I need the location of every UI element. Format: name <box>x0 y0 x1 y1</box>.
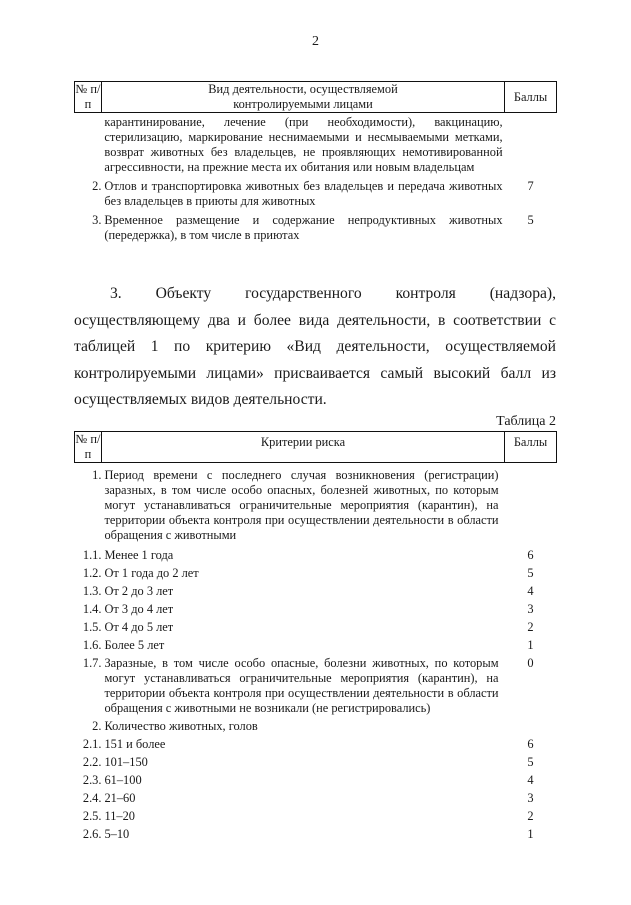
table-row <box>75 824 557 842</box>
table-row <box>75 653 557 716</box>
row-points: 6 <box>527 548 534 562</box>
table-row <box>75 788 557 806</box>
row-points: 2 <box>527 809 534 823</box>
row-points: 0 <box>527 656 534 670</box>
row-number: 1.1. <box>82 548 102 562</box>
row-text: 61–100 <box>104 773 142 787</box>
row-points <box>505 463 557 546</box>
row-points: 4 <box>527 584 534 598</box>
row-text: Менее 1 года <box>104 548 174 562</box>
table-row <box>75 581 557 599</box>
row-number: 1. <box>92 468 102 482</box>
row-text: Количество животных, голов <box>104 719 258 733</box>
row-text: 5–10 <box>104 827 130 841</box>
row-points: 3 <box>527 791 534 805</box>
row-points: 1 <box>527 638 534 652</box>
row-number: 2.4. <box>82 791 102 805</box>
row-text: Более 5 лет <box>104 638 165 652</box>
table1-header-num: № п/п <box>75 82 101 111</box>
row-number: 1.5. <box>82 620 102 634</box>
row-text: Период времени с последнего случая возникновения (регистрации) заразных, в том числе особо опасных, болезней животных, по которым могут устанавливаться ограничительные мероприятия (карантин), на территории объекта контроля при осуществлении деятельности в области обращения с животными <box>104 468 499 542</box>
table-row <box>75 635 557 653</box>
row-points: 3 <box>527 602 534 616</box>
table2-header-criteria: Критерии риска <box>101 432 504 463</box>
row-number: 2.3. <box>82 773 102 787</box>
paragraph-3: 3. Объекту государственного контроля (надзора), осуществляющему два и более вида деятельности, в соответствии с таблицей 1 по критерию «Вид деятельности, осуществляемой контролируемыми лицами» присваивается самый высокий балл из осуществляемых видов деятельности. <box>74 285 556 408</box>
row-text: 11–20 <box>104 809 135 823</box>
table2-header-points: Баллы <box>505 432 557 463</box>
row-number: 1.2. <box>82 566 102 580</box>
row-text: 21–60 <box>104 791 136 805</box>
row-number: 2.2. <box>82 755 102 769</box>
row-text: От 3 до 4 лет <box>104 602 174 616</box>
row-points: 2 <box>527 620 534 634</box>
row-points: 7 <box>527 179 534 193</box>
table-row <box>75 175 557 209</box>
table-row <box>75 734 557 752</box>
row-number <box>75 113 102 176</box>
row-number: 1.3. <box>82 584 102 598</box>
table2-caption: Таблица 2 <box>496 414 556 429</box>
row-number: 1.7. <box>82 656 102 670</box>
row-points <box>505 113 557 176</box>
row-points: 5 <box>527 755 534 769</box>
row-points: 5 <box>527 566 534 580</box>
table-row <box>75 716 557 734</box>
row-text: От 1 года до 2 лет <box>104 566 199 580</box>
row-text: Заразные, в том числе особо опасные, болезни животных, по которым могут устанавливаться ограничительные мероприятия (карантин), на территории объекта контроля при осуществлении деятельности в области обращения с животными не возникали (не регистрировались) <box>104 656 499 715</box>
row-number: 2.1. <box>82 737 102 751</box>
table-row <box>75 209 557 243</box>
table1-header-activity: Вид деятельности, осуществляемой контролируемыми лицами <box>101 82 504 113</box>
row-number: 2. <box>92 719 102 733</box>
row-text: Отлов и транспортировка животных без владельцев и передача животных без владельцев в приюты для животных <box>104 179 503 208</box>
row-text: 151 и более <box>104 737 166 751</box>
row-points: 4 <box>527 773 534 787</box>
table-row <box>75 752 557 770</box>
risk-criteria-table <box>74 431 557 842</box>
page-number: 2 <box>312 34 319 49</box>
row-text: От 2 до 3 лет <box>104 584 174 598</box>
table-row <box>75 545 557 563</box>
row-number: 2.6. <box>82 827 102 841</box>
row-points: 1 <box>527 827 534 841</box>
table-row <box>75 463 557 546</box>
table1-header-points: Баллы <box>505 82 557 113</box>
table2-header-num: № п/п <box>75 432 101 461</box>
table-row <box>75 617 557 635</box>
row-points: 5 <box>527 213 534 227</box>
row-points <box>505 716 557 734</box>
activity-table <box>74 81 557 243</box>
row-number: 1.6. <box>82 638 102 652</box>
row-text: От 4 до 5 лет <box>104 620 174 634</box>
row-text: карантинирование, лечение (при необходимости), вакцинацию, стерилизацию, маркирование неснимаемыми и несмываемыми метками, возврат животных без владельцев, не проявляющих немотивированной агрессивности, на прежние места их обитания или новым владельцам <box>104 115 503 174</box>
table-row <box>75 806 557 824</box>
table-row <box>75 770 557 788</box>
table-row <box>75 113 557 176</box>
row-number: 3. <box>92 213 102 227</box>
row-number: 2.5. <box>82 809 102 823</box>
row-number: 2. <box>92 179 102 193</box>
row-text: 101–150 <box>104 755 148 769</box>
table-row <box>75 599 557 617</box>
row-points: 6 <box>527 737 534 751</box>
row-text: Временное размещение и содержание непродуктивных животных (передержка), в том числе в приютах <box>104 213 503 242</box>
table-row <box>75 563 557 581</box>
row-number: 1.4. <box>82 602 102 616</box>
